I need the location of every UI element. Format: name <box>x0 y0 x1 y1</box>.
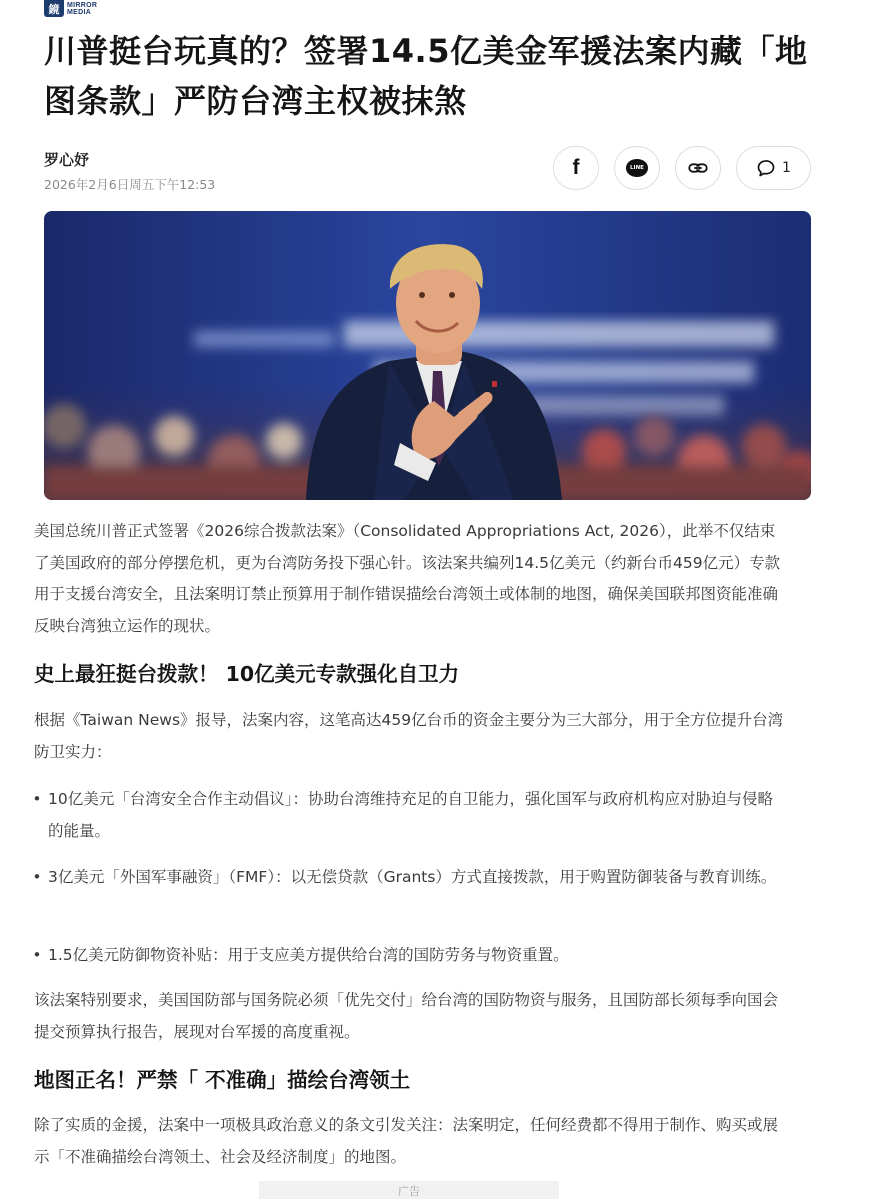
article-author[interactable]: 罗心妤 <box>44 151 90 169</box>
list-item <box>26 784 786 847</box>
ad-placeholder <box>259 1181 559 1199</box>
article-paragraph-3: 该法案特别要求，美国国防部与国务院必须「优先交付」给台湾的国防物资与服务，且国防部长须每季向国会提交预算执行报告，展现对台军援的高度重视。 <box>34 991 779 1041</box>
logo-line-2: MEDIA <box>67 8 92 16</box>
list-item-text: 1.5亿美元防御物资补贴：用于支应美方提供给台湾的国防劳务与物资重置。 <box>48 946 569 964</box>
line-icon <box>626 159 648 177</box>
facebook-icon: f <box>572 156 580 179</box>
article-date: 2026年2月6日周五下午12:53 <box>44 177 216 192</box>
article-paragraph-4: 除了实质的金援，法案中一项极具政治意义的条文引发关注：法案明定，任何经费都不得用于制作、购买或展示「不准确描绘台湾领土、社会及经济制度」的地图。 <box>34 1116 779 1166</box>
list-item-text: 3亿美元「外国军事融资」（FMF）：以无偿贷款（Grants）方式直接拨款，用于购置防御装备与教育训练。 <box>48 868 777 886</box>
share-facebook-button[interactable] <box>553 146 599 190</box>
logo-wordmark <box>67 2 97 16</box>
copy-link-button[interactable] <box>675 146 721 190</box>
share-line-button[interactable] <box>614 146 660 190</box>
hero-photo <box>44 211 811 500</box>
line-icon-label: LINE <box>630 165 644 171</box>
list-item <box>26 940 786 972</box>
comment-button[interactable] <box>736 146 811 190</box>
logo-line-1: MIRROR <box>67 1 98 9</box>
site-logo[interactable] <box>44 0 97 17</box>
ad-label: 广告 <box>398 1185 420 1198</box>
list-item-text: 10亿美元「台湾安全合作主动倡议」：协助台湾维持充足的自卫能力，强化国军与政府机构应对胁迫与侵略的能量。 <box>48 790 773 840</box>
bullet-dot: • <box>32 790 42 808</box>
comment-count: 1 <box>782 160 791 176</box>
article-paragraph-1: 美国总统川普正式签署《2026综合拨款法案》（Consolidated Appropriations Act, 2026），此举不仅结束了美国政府的部分停摆危机，更为台湾防务投下强心针。该法案共编列14.5亿美元（约新台币459亿元）专款用于支援台湾安全，且法案明订禁止预算用于制作错误描绘台湾领土或体制的地图，确保美国联邦图资能准确反映台湾独立运作的现状。 <box>34 522 781 635</box>
hero-image <box>44 211 811 500</box>
list-item <box>26 862 786 894</box>
bullet-dot: • <box>32 946 42 964</box>
logo-mark: 鏡 <box>44 0 64 17</box>
bullet-dot: • <box>32 868 42 886</box>
article-paragraph-2: 根据《Taiwan News》报导，法案内容，这笔高达459亿台币的资金主要分为三大部分，用于全方位提升台湾防卫实力： <box>34 711 784 761</box>
section-heading-2: 地图正名！严禁「 不准确」描绘台湾领土 <box>34 1068 411 1092</box>
comment-icon <box>756 158 776 178</box>
article-title: 川普挺台玩真的？签署14.5亿美金军援法案内藏「地图条款」严防台湾主权被抹煞 <box>44 32 808 120</box>
link-icon <box>687 157 709 179</box>
section-heading-1: 史上最狂挺台拨款！ 10亿美元专款强化自卫力 <box>34 662 460 686</box>
